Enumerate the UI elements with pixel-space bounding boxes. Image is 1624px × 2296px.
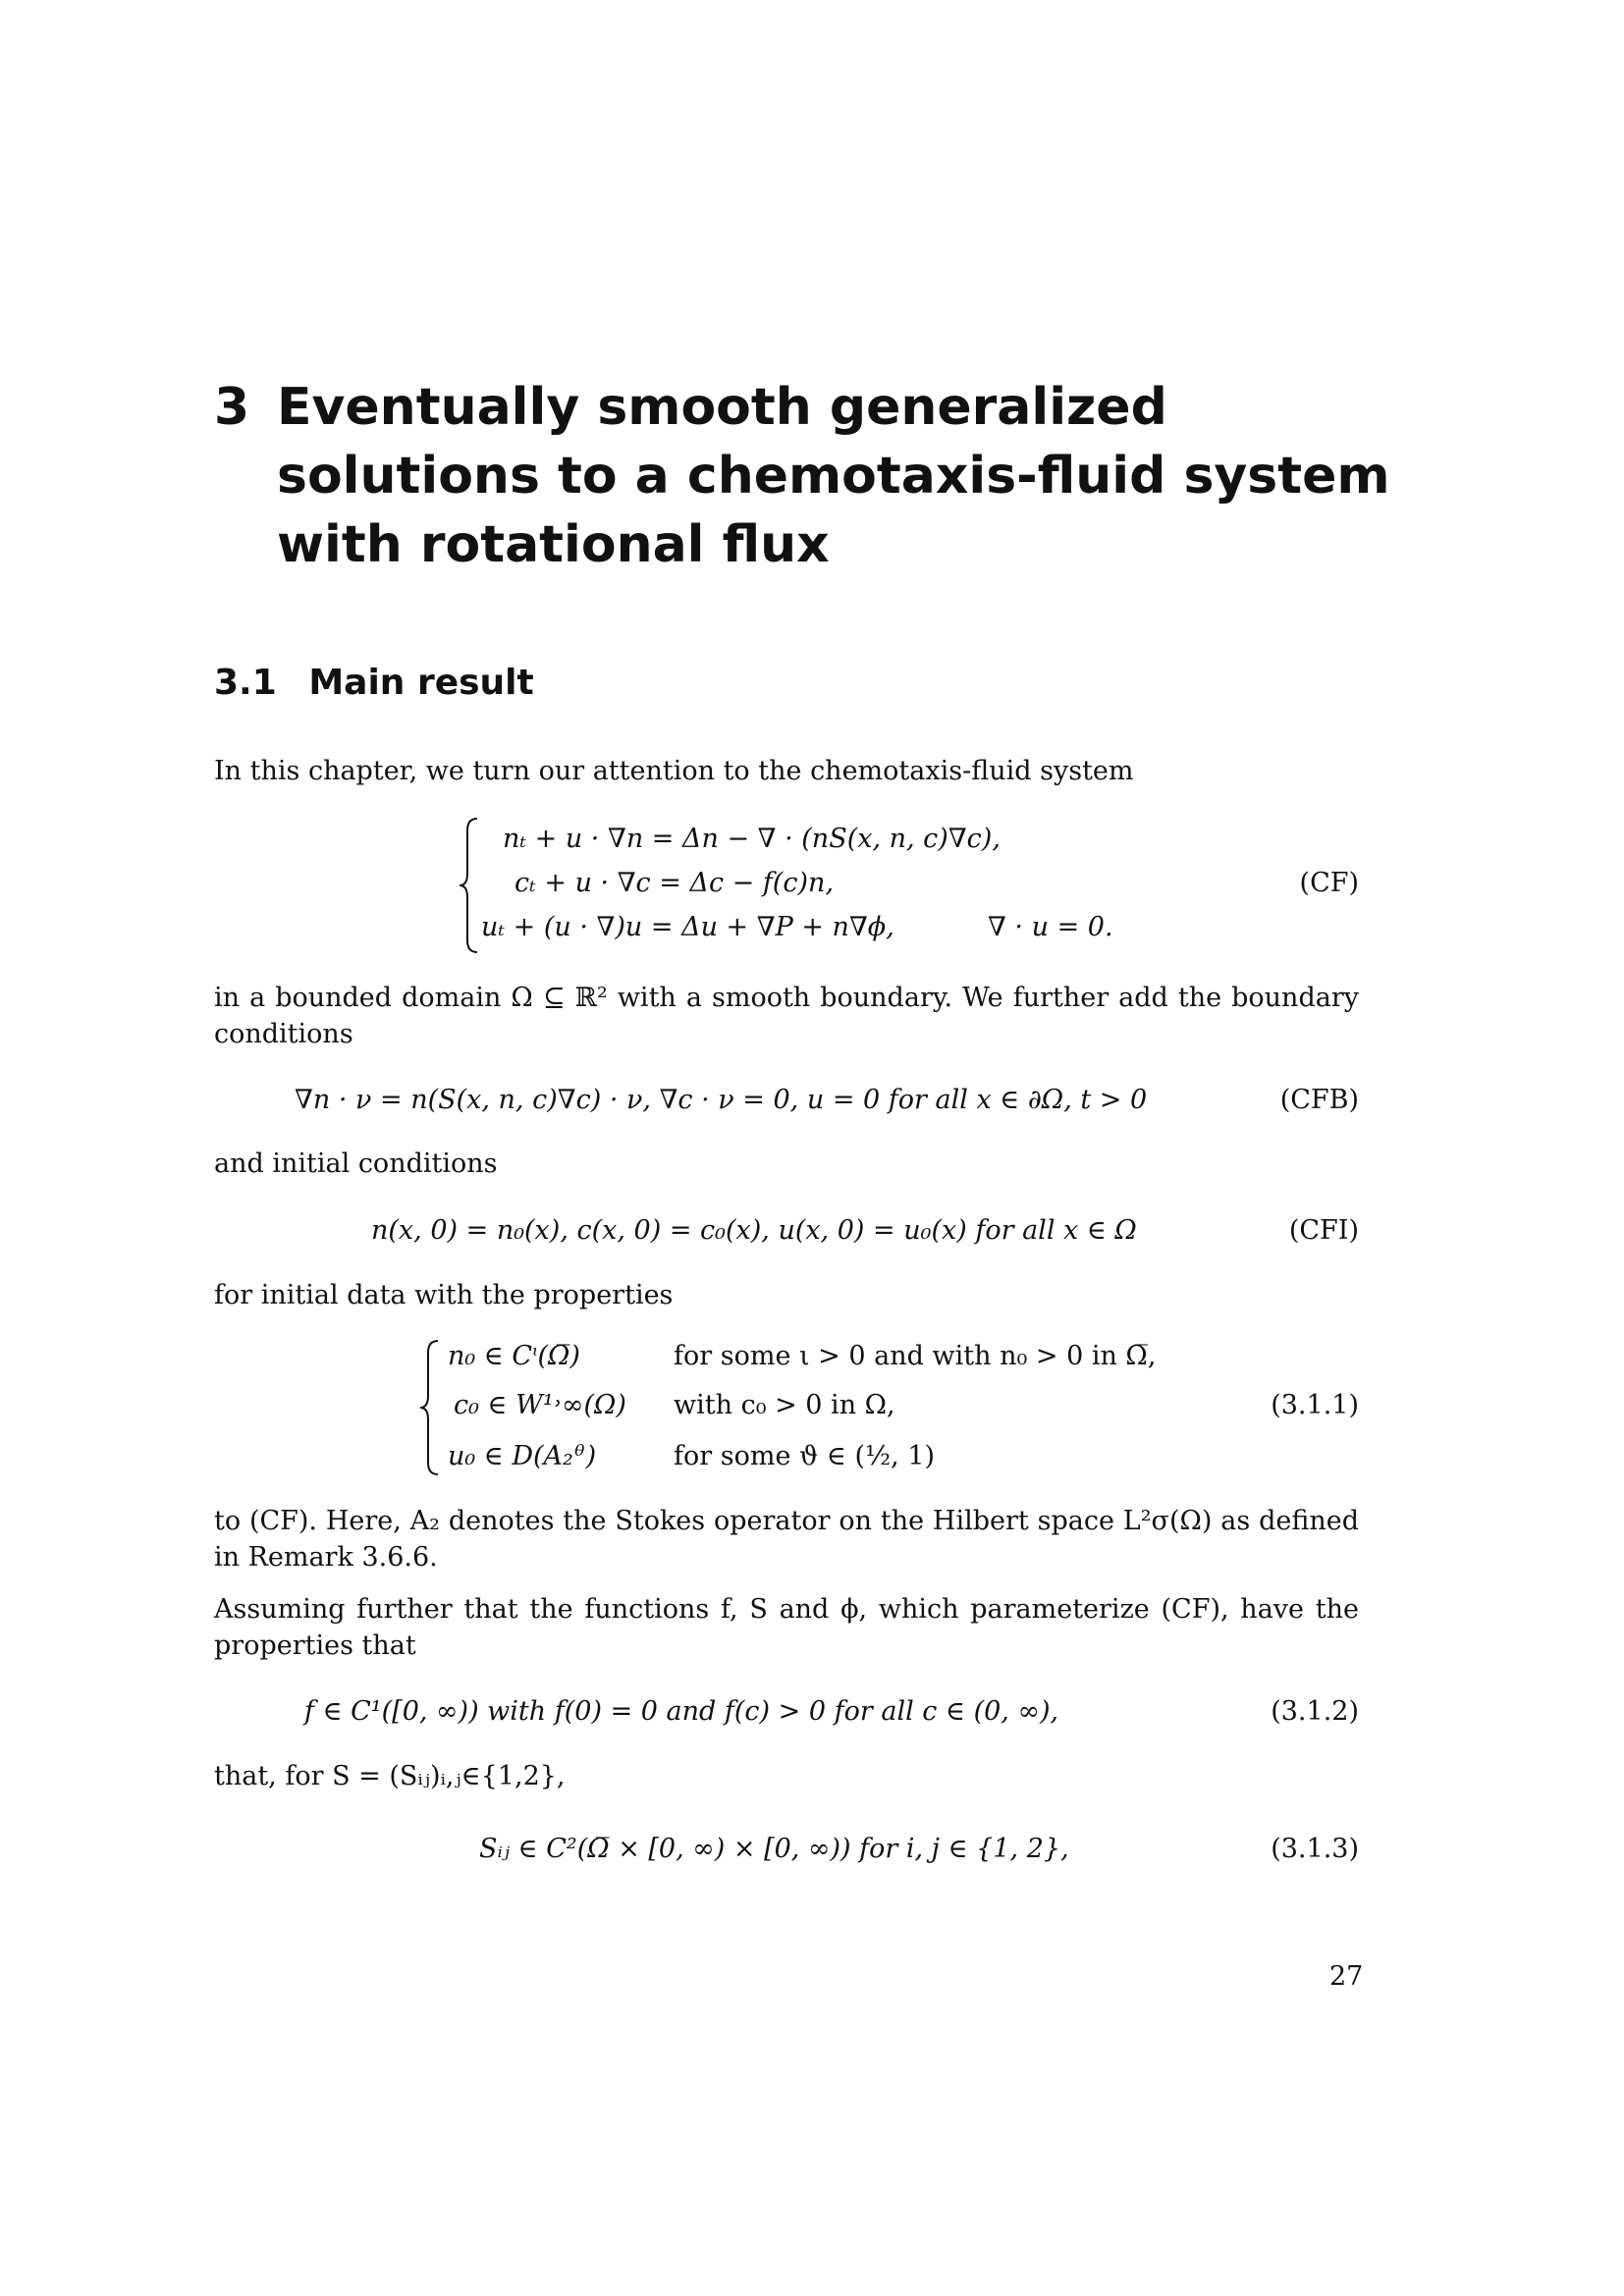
equation-311-line3-right: for some ϑ ∈ (½, 1) (674, 1441, 936, 1471)
equation-311-line1-right: for some ι > 0 and with n₀ > 0 in Ω̅, (674, 1341, 1157, 1371)
section-number: 3.1 (214, 663, 277, 703)
chapter-number: 3 (214, 378, 250, 437)
equation-label-313: (3.1.3) (1271, 1834, 1359, 1864)
section-title: Main result (308, 663, 534, 703)
paragraph-domain: in a bounded domain Ω ⊆ ℝ² with a smooth boundary. We further add the boundary conditions (214, 983, 1359, 1049)
left-brace (418, 1339, 440, 1476)
paragraph-assumptions: Assuming further that the functions f, S and ϕ, which parameterize (CF), have the properties that (214, 1594, 1359, 1661)
equation-311-line3-left: u₀ ∈ D(A₂ᶿ) (448, 1441, 597, 1471)
equation-label-cf: (CF) (1299, 868, 1359, 898)
equation-cf-line2: cₜ + u · ∇c = Δc − f(c)n, (514, 868, 835, 898)
chapter-title: Eventually smooth generalized solutions to a chemotaxis-fluid system with rotational flux (277, 378, 1390, 574)
equation-cf-line3: uₜ + (u · ∇)u = Δu + ∇P + n∇ϕ, (481, 912, 894, 942)
equation-311-line2-left: c₀ ∈ W¹˒∞(Ω) (454, 1390, 626, 1420)
equation-label-312: (3.1.2) (1271, 1696, 1359, 1727)
paragraph-intro: In this chapter, we turn our attention to the chemotaxis-fluid system (214, 756, 1134, 786)
equation-cf-line1: nₜ + u · ∇n = Δn − ∇ · (nS(x, n, c)∇c), (503, 824, 1001, 854)
section-heading (214, 661, 534, 706)
left-brace (458, 817, 479, 954)
equation-label-cfi: (CFI) (1288, 1215, 1359, 1246)
paragraph-initial-data: for initial data with the properties (214, 1280, 674, 1310)
equation-cf-line3b: ∇ · u = 0. (988, 912, 1113, 942)
equation-cfi: n(x, 0) = n₀(x), c(x, 0) = c₀(x), u(x, 0) = u₀(x) for all x ∈ Ω (371, 1215, 1137, 1246)
equation-cfb: ∇n · ν = n(S(x, n, c)∇c) · ν, ∇c · ν = 0, u = 0 for all x ∈ ∂Ω, t > 0 (295, 1085, 1148, 1115)
paragraph-sensitivity: that, for S = (Sᵢⱼ)ᵢ,ⱼ∈{1,2}, (214, 1761, 566, 1791)
equation-311-line1-left: n₀ ∈ Cᶥ(Ω̅) (448, 1341, 580, 1371)
equation-313: Sᵢⱼ ∈ C²(Ω̅ × [0, ∞) × [0, ∞)) for i, j ∈ {1, 2}, (479, 1834, 1069, 1864)
paragraph-stokes: to (CF). Here, A₂ denotes the Stokes operator on the Hilbert space L²σ(Ω) as defined in Remark 3.6.6. (214, 1506, 1359, 1573)
paragraph-initial: and initial conditions (214, 1148, 498, 1179)
equation-311-line2-right: with c₀ > 0 in Ω, (674, 1390, 895, 1420)
page-number: 27 (1329, 1961, 1364, 1992)
equation-label-311: (3.1.1) (1271, 1390, 1359, 1420)
equation-312: f ∈ C¹([0, ∞)) with f(0) = 0 and f(c) > 0 for all c ∈ (0, ∞), (304, 1696, 1059, 1727)
equation-label-cfb: (CFB) (1279, 1085, 1359, 1115)
